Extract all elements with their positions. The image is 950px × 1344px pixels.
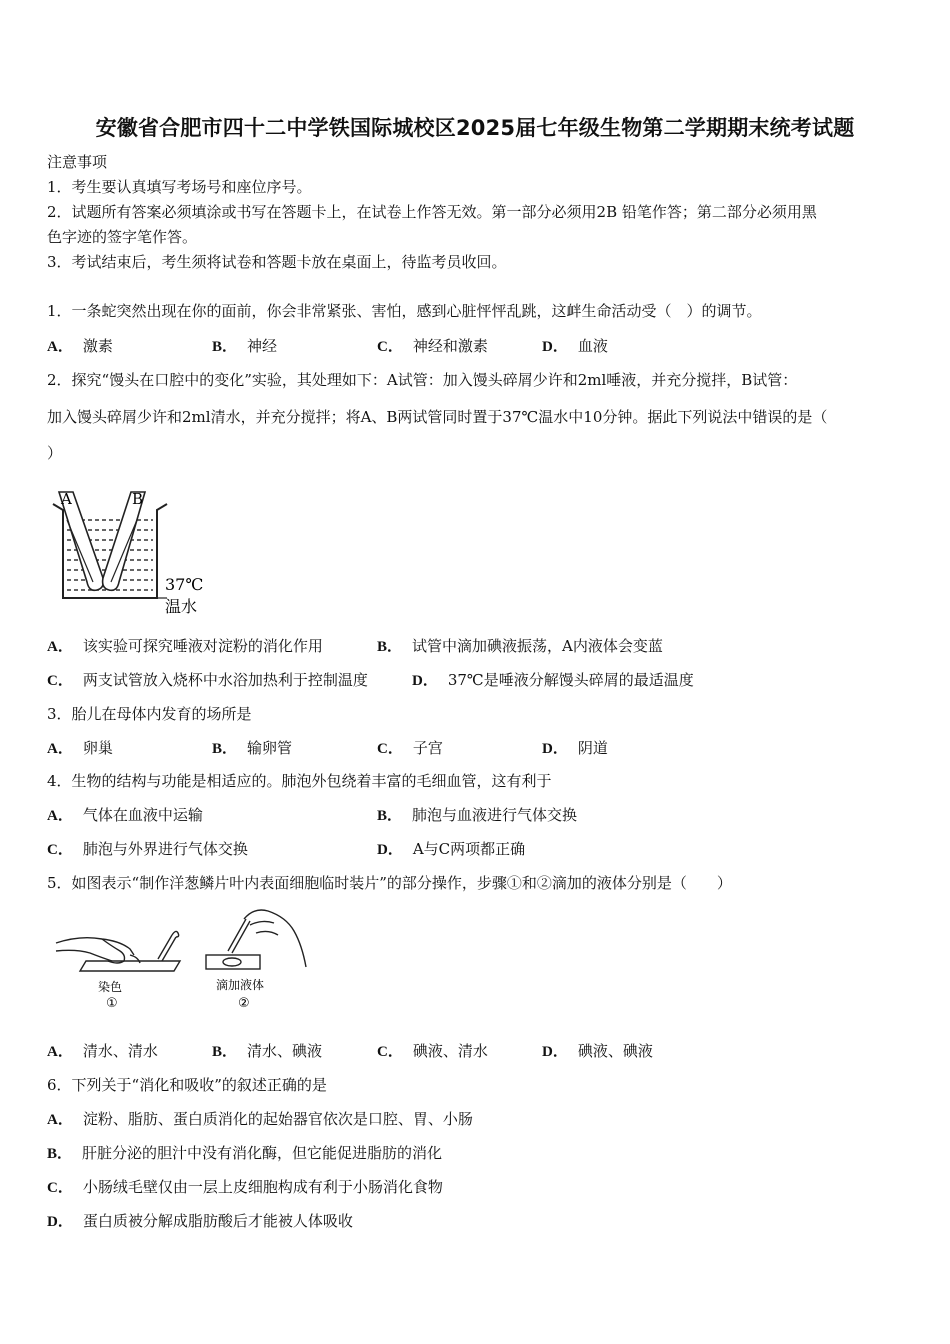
step1-number: ① (106, 996, 118, 1011)
q5-option-c[interactable]: C． 碘液、清水 (377, 1042, 488, 1060)
q5-option-a[interactable]: A． 清水、清水 (47, 1042, 158, 1060)
q1-option-d[interactable]: D． 血液 (542, 337, 608, 355)
q4-option-d[interactable]: D． A与C两项都正确 (377, 840, 526, 858)
warm-water-label: 温水 (165, 597, 198, 616)
q3-option-c[interactable]: C． 子宫 (377, 739, 443, 757)
q5-option-d[interactable]: D． 碘液、碘液 (542, 1042, 653, 1060)
q3-option-b[interactable]: B． 输卵管 (212, 739, 293, 757)
slide-preparation-figure (50, 905, 320, 1015)
q3-option-a[interactable]: A． 卵巢 (47, 739, 113, 757)
q5-stem: 5．如图表示“制作洋葱鳞片叶内表面细胞临时装片”的部分操作，步骤①和②滴加的液体分别是（ ） (47, 874, 732, 892)
notice-item: 3．考试结束后，考生须将试卷和答题卡放在桌面上，待监考员收回。 (47, 253, 507, 271)
exam-title: 安徽省合肥市四十二中学铁国际城校区2025届七年级生物第二学期期末统考试题 (95, 116, 855, 140)
q2-option-a[interactable]: A． 该实验可探究唾液对淀粉的消化作用 (47, 637, 323, 655)
notice-item: 2．试题所有答案必须填涂或书写在答题卡上，在试卷上作答无效。第一部分必须用2B 铅笔作答；第二部分必须用黑 (47, 203, 817, 221)
q4-option-c[interactable]: C． 肺泡与外界进行气体交换 (47, 840, 248, 858)
notice-item: 色字迹的签字笔作答。 (47, 228, 198, 246)
notice-item: 1．考生要认真填写考场号和座位序号。 (47, 178, 312, 196)
notice-heading: 注意事项 (47, 153, 108, 171)
step2-label: 滴加液体 (216, 978, 265, 992)
q4-option-a[interactable]: A． 气体在血液中运输 (47, 806, 203, 824)
q2-stem-line: 2．探究“馒头在口腔中的变化”实验，其处理如下：A试管：加入馒头碎屑少许和2ml唾液，并充分搅拌，B试管： (47, 371, 798, 389)
staining-step-illustration (56, 931, 180, 971)
q6-stem: 6．下列关于“消化和吸收”的叙述正确的是 (47, 1076, 327, 1094)
q1-option-b[interactable]: B． 神经 (212, 337, 278, 355)
q6-option-d[interactable]: D． 蛋白质被分解成脂肪酸后才能被人体吸收 (47, 1212, 353, 1230)
tube-a-label: A (61, 490, 72, 508)
q6-option-c[interactable]: C． 小肠绒毛壁仅由一层上皮细胞构成有利于小肠消化食物 (47, 1178, 443, 1196)
q1-stem: 1．一条蛇突然出现在你的面前，你会非常紧张、害怕，感到心脏怦怦乱跳，这衅生命活动受（ ）的调节。 (47, 302, 762, 320)
temperature-label: 37℃ (165, 575, 204, 594)
step1-label: 染色 (98, 980, 123, 994)
q3-option-d[interactable]: D． 阴道 (542, 739, 608, 757)
q3-stem: 3．胎儿在母体内发育的场所是 (47, 705, 252, 723)
q5-option-b[interactable]: B． 清水、碘液 (212, 1042, 323, 1060)
q2-option-d[interactable]: D． 37℃是唾液分解馒头碎屑的最适温度 (412, 671, 694, 689)
q6-option-a[interactable]: A． 淀粉、脂肪、蛋白质消化的起始器官依次是口腔、胃、小肠 (47, 1110, 473, 1128)
beaker-figure (45, 480, 220, 620)
q2-stem-line: ） (47, 444, 63, 462)
q6-option-b[interactable]: B． 肝脏分泌的胆汁中没有消化酶，但它能促进脂肪的消化 (47, 1144, 443, 1162)
q1-option-a[interactable]: A． 激素 (47, 337, 113, 355)
q1-option-c[interactable]: C． 神经和激素 (377, 337, 488, 355)
step2-number: ② (238, 996, 250, 1011)
q4-option-b[interactable]: B． 肺泡与血液进行气体交换 (377, 806, 578, 824)
tube-b-label: B (132, 490, 144, 508)
q4-stem: 4．生物的结构与功能是相适应的。肺泡外包绕着丰富的毛细血管，这有利于 (47, 772, 552, 790)
q2-option-b[interactable]: B． 试管中滴加碘液振荡，A内液体会变蓝 (377, 637, 663, 655)
add-liquid-step-illustration (206, 910, 306, 969)
q2-stem-line: 加入馒头碎屑少许和2ml清水，并充分搅拌；将A、B两试管同时置于37℃温水中10分钟。据此下列说法中错误的是（ (47, 408, 828, 426)
q2-option-c[interactable]: C． 两支试管放入烧杯中水浴加热利于控制温度 (47, 671, 368, 689)
